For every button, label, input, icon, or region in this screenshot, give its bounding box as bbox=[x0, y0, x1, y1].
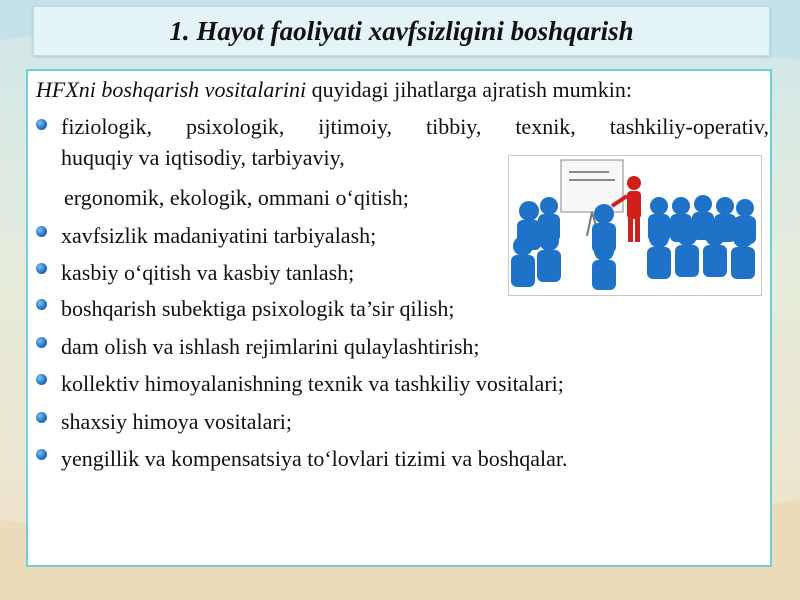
item-1-word: fiziologik, bbox=[61, 114, 153, 139]
item-1-line-1 bbox=[61, 114, 769, 140]
list-item: xavfsizlik madaniyatini tarbiyalash; bbox=[61, 223, 377, 248]
item-1-word: psixologik, bbox=[185, 114, 285, 139]
item-1-word: ijtimoiy, bbox=[318, 114, 393, 139]
item-1-word: tashkiliy-operativ, bbox=[609, 114, 769, 139]
intro-italic: HFXni boshqarish vositalarini bbox=[36, 77, 307, 102]
intro-rest: quyidagi jihatlarga ajratish mumkin: bbox=[306, 77, 632, 102]
bullet-icon bbox=[36, 337, 47, 348]
bullet-icon bbox=[36, 412, 47, 423]
list-item: kollektiv himoyalanishning texnik va tashkiliy vositalari; bbox=[61, 371, 564, 396]
item-1-line-2: huquqiy va iqtisodiy, tarbiyaviy, bbox=[61, 145, 345, 170]
list-item: dam olish va ishlash rejimlarini qulaylashtirish; bbox=[61, 334, 480, 359]
intro-text bbox=[36, 77, 632, 103]
bullet-icon bbox=[36, 299, 47, 310]
slide-title: 1. Hayot faoliyati xavfsizligini boshqarish bbox=[169, 15, 634, 46]
item-1-word: tibbiy, bbox=[425, 114, 482, 139]
bullet-icon bbox=[36, 263, 47, 274]
bullet-icon bbox=[36, 374, 47, 385]
bullet-icon bbox=[36, 226, 47, 237]
content-panel bbox=[26, 69, 772, 567]
audience-figures-icon bbox=[509, 156, 761, 295]
presentation-illustration bbox=[508, 155, 762, 296]
item-1-word: texnik, bbox=[515, 114, 576, 139]
list-item: kasbiy o‘qitish va kasbiy tanlash; bbox=[61, 260, 355, 285]
list-item: shaxsiy himoya vositalari; bbox=[61, 409, 292, 434]
bullet-icon bbox=[36, 449, 47, 460]
title-bar bbox=[33, 6, 770, 56]
list-item: boshqarish subektiga psixologik ta’sir qilish; bbox=[61, 296, 455, 321]
list-item: yengillik va kompensatsiya to‘lovlari tizimi va boshqalar. bbox=[61, 446, 568, 471]
item-1-line-3: ergonomik, ekologik, ommani o‘qitish; bbox=[64, 185, 409, 210]
bullet-icon bbox=[36, 119, 47, 130]
